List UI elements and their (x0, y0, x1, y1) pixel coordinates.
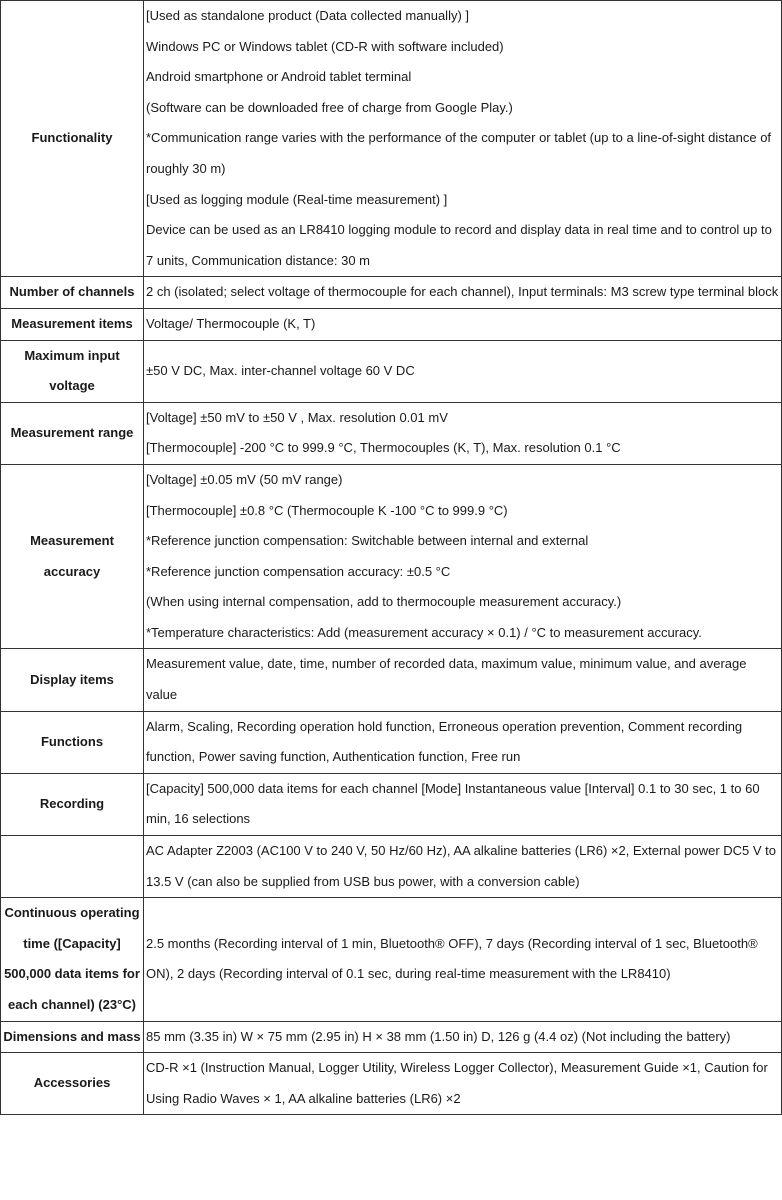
spec-value (144, 649, 782, 711)
spec-row-maximum-input-voltage (1, 340, 782, 402)
spec-row-measurement-accuracy (1, 464, 782, 649)
spec-line: Windows PC or Windows tablet (CD-R with software included) (146, 38, 504, 54)
spec-line: *Reference junction compensation: Switchable between internal and external (146, 533, 589, 549)
spec-line: 85 mm (3.35 in) W × 75 mm (2.95 in) H × 38 mm (1.50 in) D, 126 g (4.4 oz) (Not including the battery) (146, 1028, 731, 1044)
spec-label: Continuous operating time ([Capacity] 500,000 data items for each channel) (23°C) (1, 898, 144, 1021)
spec-label: Recording (1, 773, 144, 835)
spec-row-functionality (1, 1, 782, 277)
spec-row-dimensions-and-mass (1, 1021, 782, 1053)
spec-label: Functions (1, 711, 144, 773)
spec-line: Measurement value, date, time, number of recorded data, maximum value, minimum value, and average value (146, 656, 747, 703)
spec-row-measurement-range (1, 402, 782, 464)
spec-label: Functionality (1, 1, 144, 277)
spec-label: Measurement items (1, 308, 144, 340)
spec-line: Alarm, Scaling, Recording operation hold function, Erroneous operation prevention, Comment recording function, Power saving function, Authentication function, Free run (146, 718, 743, 765)
spec-line: [Thermocouple] ±0.8 °C (Thermocouple K -100 °C to 999.9 °C) (146, 502, 508, 518)
spec-line: Voltage/ Thermocouple (K, T) (146, 315, 316, 331)
spec-label: Measurement range (1, 402, 144, 464)
spec-value (144, 464, 782, 649)
spec-line: [Thermocouple] -200 °C to 999.9 °C, Thermocouples (K, T), Max. resolution 0.1 °C (146, 440, 621, 456)
spec-label: Display items (1, 649, 144, 711)
spec-line: Device can be used as an LR8410 logging module to record and display data in real time and to control up to 7 units, Communication distance: 30 m (146, 222, 772, 268)
spec-line: *Communication range varies with the performance of the computer or tablet (up to a line-of-sight distance of roughly 30 m) (146, 130, 772, 176)
spec-row-functions (1, 711, 782, 773)
spec-label: Dimensions and mass (1, 1021, 144, 1053)
spec-line: [Voltage] ±0.05 mV (50 mV range) (146, 471, 343, 487)
spec-line: (Software can be downloaded free of charge from Google Play.) (146, 99, 513, 115)
spec-row-number-of-channels (1, 277, 782, 309)
spec-value (144, 1053, 782, 1115)
spec-value (144, 1021, 782, 1053)
spec-line: 2 ch (isolated; select voltage of thermocouple for each channel), Input terminals: M3 screw type terminal block (146, 284, 779, 300)
spec-line: *Reference junction compensation accuracy: ±0.5 °C (146, 563, 451, 579)
spec-row-accessories (1, 1053, 782, 1115)
spec-line: [Used as logging module (Real-time measurement) ] (146, 191, 448, 207)
spec-line: [Capacity] 500,000 data items for each channel [Mode] Instantaneous value [Interval] 0.1 to 30 sec, 1 to 60 min, 16 selections (146, 780, 760, 827)
spec-value (144, 711, 782, 773)
spec-value (144, 773, 782, 835)
spec-line: AC Adapter Z2003 (AC100 V to 240 V, 50 Hz/60 Hz), AA alkaline batteries (LR6) ×2, External power DC5 V to 13.5 V (can also be supplied from USB bus power, with a conversion cable) (146, 843, 776, 889)
spec-value (144, 402, 782, 464)
spec-label (1, 836, 144, 898)
spec-line: [Used as standalone product (Data collected manually) ] (146, 8, 470, 23)
spec-value (144, 277, 782, 309)
spec-line: Android smartphone or Android tablet terminal (146, 69, 412, 85)
spec-value (144, 836, 782, 898)
spec-value (144, 898, 782, 1021)
spec-row-power-supply (1, 836, 782, 898)
spec-label: Measurement accuracy (1, 464, 144, 649)
spec-row-continuous-operating-time (1, 898, 782, 1021)
spec-row-recording (1, 773, 782, 835)
spec-label: Number of channels (1, 277, 144, 309)
spec-line: [Voltage] ±50 mV to ±50 V , Max. resolution 0.01 mV (146, 409, 448, 425)
spec-label: Accessories (1, 1053, 144, 1115)
spec-value (144, 1, 782, 277)
spec-value (144, 340, 782, 402)
spec-label: Maximum input voltage (1, 340, 144, 402)
spec-row-display-items (1, 649, 782, 711)
spec-value (144, 308, 782, 340)
spec-line: 2.5 months (Recording interval of 1 min, Bluetooth® OFF), 7 days (Recording interval of 1 sec, Bluetooth® ON), 2 days (Recording interval of 0.1 sec, during real-time measurement with the LR8410) (146, 935, 758, 982)
spec-line: *Temperature characteristics: Add (measurement accuracy × 0.1) / °C to measurement accuracy. (146, 624, 702, 640)
spec-row-measurement-items (1, 308, 782, 340)
spec-table-body (1, 1, 782, 1115)
spec-line: (When using internal compensation, add to thermocouple measurement accuracy.) (146, 594, 622, 610)
spec-line: ±50 V DC, Max. inter-channel voltage 60 V DC (146, 362, 415, 378)
spec-line: CD-R ×1 (Instruction Manual, Logger Utility, Wireless Logger Collector), Measurement Guide ×1, Caution for Using Radio Waves × 1, AA alkaline batteries (LR6) ×2 (146, 1060, 768, 1106)
